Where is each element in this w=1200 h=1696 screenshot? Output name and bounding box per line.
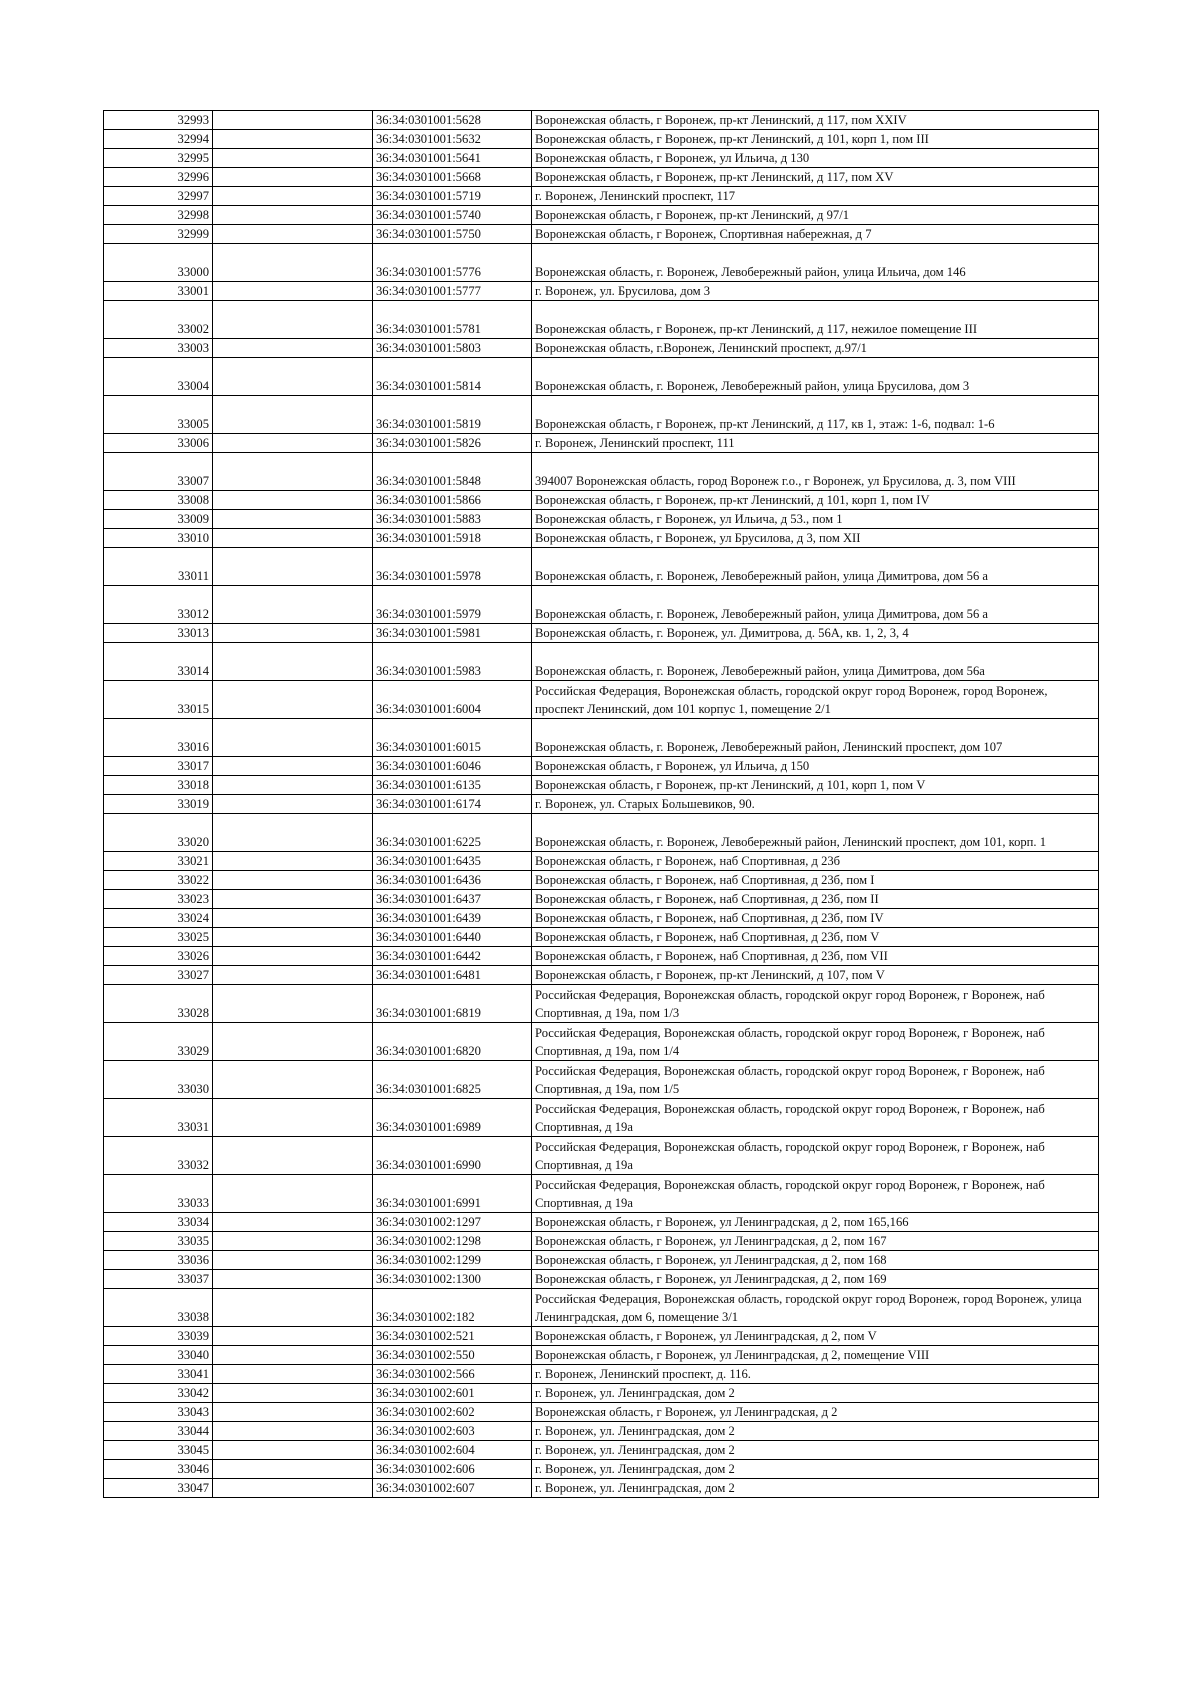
address-cell: г. Воронеж, Ленинский проспект, д. 116. [532,1365,1099,1384]
table-row [104,111,1099,130]
address-cell: Воронежская область, г Воронеж, наб Спортивная, д 23б, пом IV [532,909,1099,928]
empty-cell [213,187,373,206]
record-number-cell: 33011 [104,548,213,586]
cadastral-number-cell: 36:34:0301001:5978 [373,548,532,586]
empty-cell [213,301,373,339]
record-number-cell: 33007 [104,453,213,491]
address-cell: Воронежская область, г. Воронеж, Левобережный район, улица Брусилова, дом 3 [532,358,1099,396]
address-cell: Российская Федерация, Воронежская область, городской округ город Воронеж, г Воронеж, наб Спортивная, д 19а [532,1099,1099,1137]
table-row [104,719,1099,757]
address-cell: Российская Федерация, Воронежская область, городской округ город Воронеж, г Воронеж, наб Спортивная, д 19а, пом 1/3 [532,985,1099,1023]
record-number-cell: 33029 [104,1023,213,1061]
address-cell: Российская Федерация, Воронежская область, городской округ город Воронеж, г Воронеж, наб Спортивная, д 19а [532,1175,1099,1213]
cadastral-number-cell: 36:34:0301001:5641 [373,149,532,168]
cadastral-number-cell: 36:34:0301001:5883 [373,510,532,529]
record-number-cell: 33030 [104,1061,213,1099]
cadastral-number-cell: 36:34:0301002:521 [373,1327,532,1346]
cadastral-number-cell: 36:34:0301001:6174 [373,795,532,814]
record-number-cell: 32994 [104,130,213,149]
table-row [104,453,1099,491]
cadastral-number-cell: 36:34:0301002:604 [373,1441,532,1460]
address-cell: Воронежская область, г Воронеж, Спортивная набережная, д 7 [532,225,1099,244]
record-number-cell: 33015 [104,681,213,719]
address-cell: г. Воронеж, ул. Ленинградская, дом 2 [532,1441,1099,1460]
empty-cell [213,1061,373,1099]
table-row [104,757,1099,776]
record-number-cell: 33013 [104,624,213,643]
record-number-cell: 33014 [104,643,213,681]
table-row [104,244,1099,282]
empty-cell [213,1251,373,1270]
record-number-cell: 33026 [104,947,213,966]
cadastral-number-cell: 36:34:0301002:603 [373,1422,532,1441]
table-row [104,890,1099,909]
address-cell: Воронежская область, г Воронеж, ул Ленинградская, д 2 [532,1403,1099,1422]
cadastral-number-cell: 36:34:0301001:5814 [373,358,532,396]
table-row [104,1251,1099,1270]
table-row [104,909,1099,928]
address-cell: Воронежская область, г Воронеж, наб Спортивная, д 23б, пом VII [532,947,1099,966]
record-number-cell: 32996 [104,168,213,187]
table-row [104,491,1099,510]
cadastral-number-cell: 36:34:0301001:6046 [373,757,532,776]
cadastral-number-cell: 36:34:0301001:6225 [373,814,532,852]
cadastral-number-cell: 36:34:0301002:607 [373,1479,532,1498]
empty-cell [213,1232,373,1251]
empty-cell [213,282,373,301]
cadastral-number-cell: 36:34:0301001:5918 [373,529,532,548]
cadastral-number-cell: 36:34:0301001:6440 [373,928,532,947]
address-cell: г. Воронеж, ул. Ленинградская, дом 2 [532,1384,1099,1403]
cadastral-number-cell: 36:34:0301002:602 [373,1403,532,1422]
address-cell: Воронежская область, г Воронеж, пр-кт Ленинский, д 117, пом XXIV [532,111,1099,130]
table-row [104,928,1099,947]
cadastral-number-cell: 36:34:0301002:1299 [373,1251,532,1270]
empty-cell [213,643,373,681]
cadastral-number-cell: 36:34:0301001:5979 [373,586,532,624]
empty-cell [213,1460,373,1479]
address-cell: Воронежская область, г Воронеж, ул Ильича, д 53., пом 1 [532,510,1099,529]
empty-cell [213,1384,373,1403]
address-cell: Воронежская область, г Воронеж, наб Спортивная, д 23б [532,852,1099,871]
record-number-cell: 33016 [104,719,213,757]
record-number-cell: 33021 [104,852,213,871]
cadastral-number-cell: 36:34:0301001:5803 [373,339,532,358]
cadastral-number-cell: 36:34:0301001:6436 [373,871,532,890]
cadastral-number-cell: 36:34:0301001:6991 [373,1175,532,1213]
record-number-cell: 33012 [104,586,213,624]
address-cell: 394007 Воронежская область, город Воронеж г.о., г Воронеж, ул Брусилова, д. 3, пом VIII [532,453,1099,491]
empty-cell [213,149,373,168]
record-number-cell: 33046 [104,1460,213,1479]
record-number-cell: 33025 [104,928,213,947]
empty-cell [213,1289,373,1327]
address-cell: г. Воронеж, ул. Ленинградская, дом 2 [532,1422,1099,1441]
empty-cell [213,396,373,434]
empty-cell [213,1270,373,1289]
empty-cell [213,168,373,187]
cadastral-number-cell: 36:34:0301002:606 [373,1460,532,1479]
empty-cell [213,111,373,130]
table-row [104,795,1099,814]
empty-cell [213,453,373,491]
table-row [104,548,1099,586]
cadastral-number-cell: 36:34:0301002:601 [373,1384,532,1403]
cadastral-number-cell: 36:34:0301001:5781 [373,301,532,339]
cadastral-number-cell: 36:34:0301001:6015 [373,719,532,757]
address-cell: Российская Федерация, Воронежская область, городской округ город Воронеж, г Воронеж, наб Спортивная, д 19а, пом 1/5 [532,1061,1099,1099]
table-row [104,1384,1099,1403]
record-number-cell: 33005 [104,396,213,434]
record-number-cell: 33043 [104,1403,213,1422]
empty-cell [213,1099,373,1137]
empty-cell [213,852,373,871]
record-number-cell: 33032 [104,1137,213,1175]
address-cell: Воронежская область, г Воронеж, наб Спортивная, д 23б, пом II [532,890,1099,909]
address-cell: Воронежская область, г Воронеж, пр-кт Ленинский, д 101, корп 1, пом IV [532,491,1099,510]
table-row [104,681,1099,719]
table-row [104,966,1099,985]
address-cell: Российская Федерация, Воронежская область, городской округ город Воронеж, г Воронеж, наб Спортивная, д 19а [532,1137,1099,1175]
record-number-cell: 33039 [104,1327,213,1346]
address-cell: Воронежская область, г.Воронеж, Ленинский проспект, д.97/1 [532,339,1099,358]
record-number-cell: 33008 [104,491,213,510]
record-number-cell: 33024 [104,909,213,928]
table-row [104,225,1099,244]
address-cell: Воронежская область, г Воронеж, ул Брусилова, д 3, пом XII [532,529,1099,548]
address-cell: Воронежская область, г Воронеж, ул Ильича, д 150 [532,757,1099,776]
address-cell: Воронежская область, г Воронеж, ул Ленинградская, д 2, пом 167 [532,1232,1099,1251]
empty-cell [213,719,373,757]
record-number-cell: 33027 [104,966,213,985]
record-number-cell: 32993 [104,111,213,130]
table-row [104,624,1099,643]
address-cell: Воронежская область, г. Воронеж, Левобережный район, Ленинский проспект, дом 107 [532,719,1099,757]
empty-cell [213,947,373,966]
record-number-cell: 33036 [104,1251,213,1270]
table-row [104,206,1099,225]
table-row [104,1365,1099,1384]
empty-cell [213,244,373,282]
cadastral-number-cell: 36:34:0301001:5848 [373,453,532,491]
empty-cell [213,434,373,453]
address-cell: г. Воронеж, Ленинский проспект, 111 [532,434,1099,453]
cadastral-number-cell: 36:34:0301001:5776 [373,244,532,282]
record-number-cell: 33006 [104,434,213,453]
table-row [104,1289,1099,1327]
address-cell: Воронежская область, г Воронеж, ул Ленинградская, д 2, пом 165,166 [532,1213,1099,1232]
empty-cell [213,1346,373,1365]
empty-cell [213,890,373,909]
cadastral-number-cell: 36:34:0301001:5983 [373,643,532,681]
empty-cell [213,985,373,1023]
record-number-cell: 33028 [104,985,213,1023]
empty-cell [213,358,373,396]
cadastral-number-cell: 36:34:0301001:6135 [373,776,532,795]
table-row [104,529,1099,548]
address-cell: Воронежская область, г. Воронеж, Левобережный район, улица Димитрова, дом 56 а [532,548,1099,586]
table-row [104,358,1099,396]
empty-cell [213,1422,373,1441]
cadastral-number-cell: 36:34:0301001:5826 [373,434,532,453]
empty-cell [213,130,373,149]
record-number-cell: 33033 [104,1175,213,1213]
address-cell: Воронежская область, г Воронеж, ул Ильича, д 130 [532,149,1099,168]
address-cell: Воронежская область, г. Воронеж, Левобережный район, улица Димитрова, дом 56 а [532,586,1099,624]
empty-cell [213,548,373,586]
record-number-cell: 33041 [104,1365,213,1384]
record-number-cell: 33040 [104,1346,213,1365]
table-row [104,149,1099,168]
record-number-cell: 33019 [104,795,213,814]
empty-cell [213,1403,373,1422]
record-number-cell: 33047 [104,1479,213,1498]
cadastral-number-cell: 36:34:0301001:6820 [373,1023,532,1061]
cadastral-number-cell: 36:34:0301001:5628 [373,111,532,130]
record-number-cell: 32998 [104,206,213,225]
cadastral-number-cell: 36:34:0301001:5819 [373,396,532,434]
address-cell: Воронежская область, г Воронеж, пр-кт Ленинский, д 117, пом XV [532,168,1099,187]
cadastral-number-cell: 36:34:0301001:6819 [373,985,532,1023]
address-cell: Воронежская область, г. Воронеж, ул. Димитрова, д. 56А, кв. 1, 2, 3, 4 [532,624,1099,643]
table-row [104,396,1099,434]
registry-table [103,110,1099,1498]
record-number-cell: 33045 [104,1441,213,1460]
cadastral-number-cell: 36:34:0301001:5719 [373,187,532,206]
table-row [104,1460,1099,1479]
cadastral-number-cell: 36:34:0301001:6481 [373,966,532,985]
record-number-cell: 33022 [104,871,213,890]
address-cell: Российская Федерация, Воронежская область, городской округ город Воронеж, город Воронеж, проспект Ленинский, дом 101 корпус 1, помещение 2/1 [532,681,1099,719]
cadastral-number-cell: 36:34:0301001:6004 [373,681,532,719]
empty-cell [213,757,373,776]
table-row [104,1441,1099,1460]
address-cell: Воронежская область, г Воронеж, ул Ленинградская, д 2, пом V [532,1327,1099,1346]
table-row [104,1346,1099,1365]
record-number-cell: 33023 [104,890,213,909]
cadastral-number-cell: 36:34:0301001:6825 [373,1061,532,1099]
table-row [104,1175,1099,1213]
empty-cell [213,586,373,624]
cadastral-number-cell: 36:34:0301002:1298 [373,1232,532,1251]
record-number-cell: 32995 [104,149,213,168]
cadastral-number-cell: 36:34:0301001:5777 [373,282,532,301]
address-cell: Воронежская область, г Воронеж, пр-кт Ленинский, д 117, кв 1, этаж: 1-6, подвал: 1-6 [532,396,1099,434]
empty-cell [213,491,373,510]
empty-cell [213,1365,373,1384]
empty-cell [213,909,373,928]
table-row [104,814,1099,852]
record-number-cell: 33038 [104,1289,213,1327]
cadastral-number-cell: 36:34:0301002:550 [373,1346,532,1365]
table-row [104,1327,1099,1346]
address-cell: Воронежская область, г Воронеж, пр-кт Ленинский, д 97/1 [532,206,1099,225]
empty-cell [213,795,373,814]
record-number-cell: 33034 [104,1213,213,1232]
table-row [104,434,1099,453]
empty-cell [213,225,373,244]
cadastral-number-cell: 36:34:0301002:566 [373,1365,532,1384]
cadastral-number-cell: 36:34:0301001:5981 [373,624,532,643]
cadastral-number-cell: 36:34:0301001:6435 [373,852,532,871]
record-number-cell: 33002 [104,301,213,339]
empty-cell [213,1441,373,1460]
address-cell: г. Воронеж, ул. Старых Большевиков, 90. [532,795,1099,814]
record-number-cell: 33010 [104,529,213,548]
record-number-cell: 33000 [104,244,213,282]
empty-cell [213,1137,373,1175]
table-row [104,776,1099,795]
table-row [104,130,1099,149]
registry-table-body [104,111,1099,1498]
cadastral-number-cell: 36:34:0301001:6990 [373,1137,532,1175]
address-cell: Воронежская область, г Воронеж, ул Ленинградская, д 2, помещение VIII [532,1346,1099,1365]
address-cell: Воронежская область, г Воронеж, наб Спортивная, д 23б, пом I [532,871,1099,890]
address-cell: Воронежская область, г Воронеж, пр-кт Ленинский, д 117, нежилое помещение III [532,301,1099,339]
table-row [104,187,1099,206]
address-cell: Воронежская область, г Воронеж, наб Спортивная, д 23б, пом V [532,928,1099,947]
empty-cell [213,1479,373,1498]
table-row [104,1232,1099,1251]
record-number-cell: 33042 [104,1384,213,1403]
record-number-cell: 33004 [104,358,213,396]
table-row [104,168,1099,187]
cadastral-number-cell: 36:34:0301001:5632 [373,130,532,149]
record-number-cell: 33044 [104,1422,213,1441]
address-cell: Воронежская область, г Воронеж, пр-кт Ленинский, д 107, пом V [532,966,1099,985]
record-number-cell: 32997 [104,187,213,206]
cadastral-number-cell: 36:34:0301002:182 [373,1289,532,1327]
table-row [104,643,1099,681]
table-row [104,1213,1099,1232]
table-row [104,1023,1099,1061]
table-row [104,852,1099,871]
record-number-cell: 33018 [104,776,213,795]
table-row [104,1061,1099,1099]
empty-cell [213,871,373,890]
table-row [104,985,1099,1023]
table-row [104,1403,1099,1422]
address-cell: г. Воронеж, Ленинский проспект, 117 [532,187,1099,206]
empty-cell [213,966,373,985]
cadastral-number-cell: 36:34:0301001:5668 [373,168,532,187]
cadastral-number-cell: 36:34:0301001:6989 [373,1099,532,1137]
address-cell: Воронежская область, г. Воронеж, Левобережный район, Ленинский проспект, дом 101, корп. 1 [532,814,1099,852]
cadastral-number-cell: 36:34:0301001:6442 [373,947,532,966]
record-number-cell: 33003 [104,339,213,358]
table-row [104,1422,1099,1441]
cadastral-number-cell: 36:34:0301001:6437 [373,890,532,909]
record-number-cell: 33035 [104,1232,213,1251]
record-number-cell: 33017 [104,757,213,776]
address-cell: г. Воронеж, ул. Брусилова, дом 3 [532,282,1099,301]
address-cell: Воронежская область, г Воронеж, пр-кт Ленинский, д 101, корп 1, пом V [532,776,1099,795]
table-row [104,301,1099,339]
empty-cell [213,510,373,529]
empty-cell [213,1023,373,1061]
address-cell: Воронежская область, г Воронеж, ул Ленинградская, д 2, пом 168 [532,1251,1099,1270]
empty-cell [213,206,373,225]
empty-cell [213,1175,373,1213]
table-row [104,1137,1099,1175]
empty-cell [213,928,373,947]
address-cell: Российская Федерация, Воронежская область, городской округ город Воронеж, город Воронеж, улица Ленинградская, дом 6, помещение 3/1 [532,1289,1099,1327]
record-number-cell: 33031 [104,1099,213,1137]
table-row [104,282,1099,301]
empty-cell [213,776,373,795]
address-cell: г. Воронеж, ул. Ленинградская, дом 2 [532,1460,1099,1479]
table-row [104,1099,1099,1137]
address-cell: Воронежская область, г Воронеж, ул Ленинградская, д 2, пом 169 [532,1270,1099,1289]
empty-cell [213,814,373,852]
empty-cell [213,1213,373,1232]
empty-cell [213,1327,373,1346]
cadastral-number-cell: 36:34:0301001:5866 [373,491,532,510]
record-number-cell: 33009 [104,510,213,529]
table-row [104,510,1099,529]
address-cell: Воронежская область, г Воронеж, пр-кт Ленинский, д 101, корп 1, пом III [532,130,1099,149]
cadastral-number-cell: 36:34:0301001:5740 [373,206,532,225]
empty-cell [213,339,373,358]
address-cell: г. Воронеж, ул. Ленинградская, дом 2 [532,1479,1099,1498]
table-row [104,1479,1099,1498]
cadastral-number-cell: 36:34:0301001:5750 [373,225,532,244]
address-cell: Российская Федерация, Воронежская область, городской округ город Воронеж, г Воронеж, наб Спортивная, д 19а, пом 1/4 [532,1023,1099,1061]
table-row [104,339,1099,358]
record-number-cell: 32999 [104,225,213,244]
empty-cell [213,624,373,643]
cadastral-number-cell: 36:34:0301002:1300 [373,1270,532,1289]
record-number-cell: 33020 [104,814,213,852]
empty-cell [213,529,373,548]
table-row [104,871,1099,890]
cadastral-number-cell: 36:34:0301001:6439 [373,909,532,928]
address-cell: Воронежская область, г. Воронеж, Левобережный район, улица Димитрова, дом 56а [532,643,1099,681]
table-row [104,586,1099,624]
cadastral-number-cell: 36:34:0301002:1297 [373,1213,532,1232]
record-number-cell: 33037 [104,1270,213,1289]
address-cell: Воронежская область, г. Воронеж, Левобережный район, улица Ильича, дом 146 [532,244,1099,282]
table-row [104,1270,1099,1289]
empty-cell [213,681,373,719]
record-number-cell: 33001 [104,282,213,301]
table-row [104,947,1099,966]
